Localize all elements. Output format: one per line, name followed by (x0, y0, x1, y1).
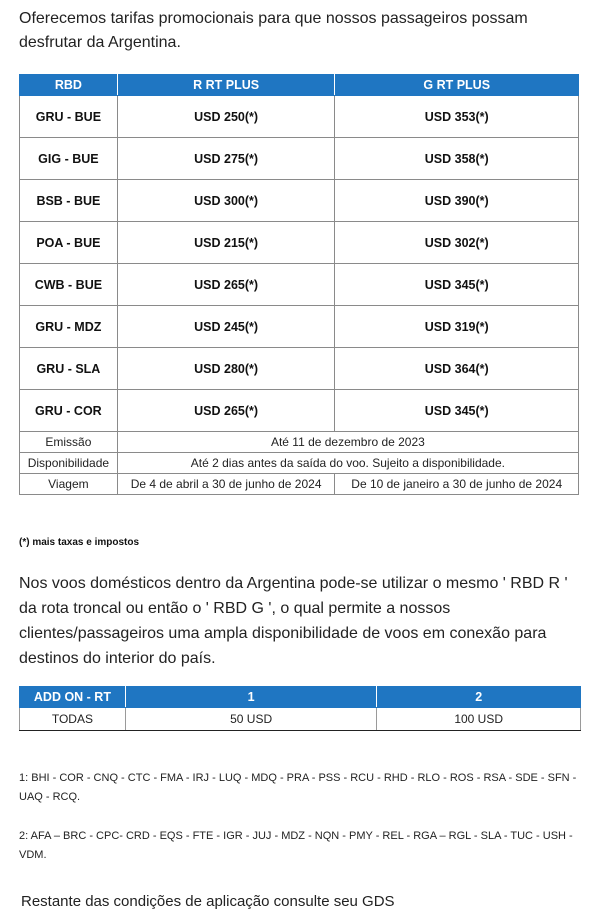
r-price-cell: USD 265(*) (117, 264, 335, 306)
fare-table-header (20, 75, 579, 96)
table-row (20, 348, 579, 390)
addon-value-2: 100 USD (377, 708, 581, 731)
route-cell: BSB - BUE (20, 180, 118, 222)
header-rbd: RBD (20, 75, 118, 96)
disponibilidade-label: Disponibilidade (20, 453, 118, 474)
addon-label: TODAS (20, 708, 126, 731)
route-cell: GRU - SLA (20, 348, 118, 390)
table-row (20, 264, 579, 306)
airport-codes-1: 1: BHI - COR - CNQ - CTC - FMA - IRJ - LUQ - MDQ - PRA - PSS - RCU - RHD - RLO - ROS - RSA - SDE - SFN - UAQ - RCQ. (19, 772, 577, 803)
g-price-cell: USD 358(*) (335, 138, 579, 180)
footer-text: Restante das condições de aplicação consulte seu GDS (21, 893, 395, 910)
intro-text: Oferecemos tarifas promocionais para que nossos passageiros possam desfrutar da Argentina. (19, 10, 528, 51)
g-price-cell: USD 319(*) (335, 306, 579, 348)
route-cell: GRU - COR (20, 390, 118, 432)
viagem-label: Viagem (20, 474, 118, 495)
viagem-r-value: De 4 de abril a 30 de junho de 2024 (117, 474, 335, 495)
g-price-cell: USD 345(*) (335, 390, 579, 432)
r-price-cell: USD 300(*) (117, 180, 335, 222)
route-cell: GIG - BUE (20, 138, 118, 180)
disponibilidade-row (20, 453, 579, 474)
g-price-cell: USD 353(*) (335, 96, 579, 138)
emissao-value: Até 11 de dezembro de 2023 (117, 432, 578, 453)
viagem-row (20, 474, 579, 495)
g-price-cell: USD 390(*) (335, 180, 579, 222)
fare-table (19, 74, 579, 495)
route-cell: POA - BUE (20, 222, 118, 264)
table-row (20, 180, 579, 222)
r-price-cell: USD 265(*) (117, 390, 335, 432)
table-row (20, 306, 579, 348)
route-cell: GRU - BUE (20, 96, 118, 138)
r-price-cell: USD 215(*) (117, 222, 335, 264)
route-cell: GRU - MDZ (20, 306, 118, 348)
r-price-cell: USD 245(*) (117, 306, 335, 348)
table-row (20, 390, 579, 432)
header-add-on-rt: ADD ON - RT (20, 687, 126, 708)
addon-table (19, 686, 581, 731)
addon-table-header (20, 687, 581, 708)
header-addon-1: 1 (125, 687, 377, 708)
tax-note: (*) mais taxas e impostos (19, 537, 140, 548)
header-addon-2: 2 (377, 687, 581, 708)
viagem-g-value: De 10 de janeiro a 30 de junho de 2024 (335, 474, 579, 495)
disponibilidade-value: Até 2 dias antes da saída do voo. Sujeito a disponibilidade. (117, 453, 578, 474)
airport-codes-2: 2: AFA – BRC - CPC- CRD - EQS - FTE - IGR - JUJ - MDZ - NQN - PMY - REL - RGA – RGL - SLA - TUC - USH - VDM. (19, 830, 573, 861)
table-row (20, 138, 579, 180)
r-price-cell: USD 275(*) (117, 138, 335, 180)
r-price-cell: USD 280(*) (117, 348, 335, 390)
domestic-paragraph: Nos voos domésticos dentro da Argentina pode-se utilizar o mesmo ' RBD R ' da rota troncal ou então o ' RBD G ', o qual permite a nossos clientes/passageiros uma ampla disponibilidade de voos em conexão para destinos do interior do país. (19, 575, 568, 667)
table-row (20, 708, 581, 731)
route-cell: CWB - BUE (20, 264, 118, 306)
emissao-row (20, 432, 579, 453)
r-price-cell: USD 250(*) (117, 96, 335, 138)
g-price-cell: USD 345(*) (335, 264, 579, 306)
header-r-rt-plus: R RT PLUS (117, 75, 335, 96)
addon-value-1: 50 USD (125, 708, 377, 731)
emissao-label: Emissão (20, 432, 118, 453)
header-g-rt-plus: G RT PLUS (335, 75, 579, 96)
table-row (20, 96, 579, 138)
g-price-cell: USD 364(*) (335, 348, 579, 390)
table-row (20, 222, 579, 264)
g-price-cell: USD 302(*) (335, 222, 579, 264)
